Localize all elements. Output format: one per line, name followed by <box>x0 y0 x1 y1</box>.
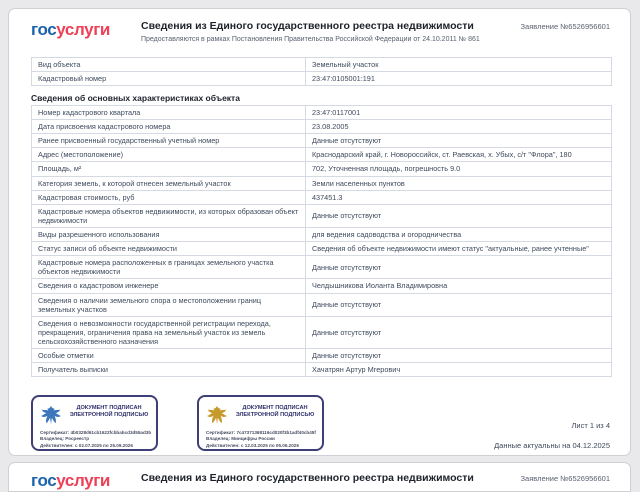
table-row <box>32 148 612 162</box>
table-row <box>32 58 612 72</box>
stamp-owner: Владелец: Минцифры России <box>206 436 275 442</box>
row-value: Данные отсутствуют <box>306 204 612 227</box>
table-row <box>32 120 612 134</box>
table-row <box>32 176 612 190</box>
page-subtitle: Предоставляются в рамках Постановления Правительства Российской Федерации от 24.10.2011 № 861 <box>141 36 480 43</box>
table-row <box>32 349 612 363</box>
table-row <box>32 227 612 241</box>
row-value: 23:47:0117001 <box>306 106 612 120</box>
row-label: Ранее присвоенный государственный учетный номер <box>32 134 306 148</box>
row-label: Сведения о наличии земельного спора о местоположении границ земельных участков <box>32 293 306 316</box>
logo-part-blue: гос <box>31 20 57 39</box>
stamp-validity: Действителен: с 02.07.2025 по 25.09.2026 <box>40 442 133 448</box>
stamp-owner: Владелец: Росреестр <box>40 436 90 442</box>
stamp-certificate: Сертификат: 4b0328d61cb1622fcbbabcd3d55ad3b <box>40 430 152 435</box>
row-label: Сведения о невозможности государственной регистрации перехода, прекращения, ограничения права на земельный участок из земель сельскохозяйственного назначения <box>32 316 306 348</box>
object-details-table <box>31 105 612 377</box>
signature-stamp-rosreestr <box>31 395 158 451</box>
table-row <box>32 106 612 120</box>
gosuslugi-logo <box>31 471 110 491</box>
document-page-1 <box>8 8 631 456</box>
row-value: Краснодарский край, г. Новороссийск, ст. Раевская, х. Убых, с/т "Флора", 180 <box>306 148 612 162</box>
table-row <box>32 204 612 227</box>
row-label: Номер кадастрового квартала <box>32 106 306 120</box>
stamp-title: ДОКУМЕНТ ПОДПИСАН ЭЛЕКТРОННОЙ ПОДПИСЬЮ <box>69 405 149 419</box>
row-value: 23.08.2005 <box>306 120 612 134</box>
row-value: Земли населенных пунктов <box>306 176 612 190</box>
application-number: Заявление №6526956601 <box>520 22 610 31</box>
table-row <box>32 363 612 377</box>
row-label: Кадастровая стоимость, руб <box>32 190 306 204</box>
gosuslugi-logo <box>31 20 110 40</box>
row-value: Земельный участок <box>306 58 612 72</box>
logo-part-red: услуги <box>56 471 110 490</box>
table-row <box>32 162 612 176</box>
row-value: Данные отсутствуют <box>306 256 612 279</box>
table-row <box>32 256 612 279</box>
row-value: Данные отсутствуют <box>306 316 612 348</box>
application-number: Заявление №6526956601 <box>520 474 610 483</box>
row-value: 437451.3 <box>306 190 612 204</box>
table-row <box>32 242 612 256</box>
stamp-title: ДОКУМЕНТ ПОДПИСАН ЭЛЕКТРОННОЙ ПОДПИСЬЮ <box>235 405 315 419</box>
row-label: Площадь, м² <box>32 162 306 176</box>
stamp-details <box>40 430 151 449</box>
row-label: Статус записи об объекте недвижимости <box>32 242 306 256</box>
row-value: для ведения садоводства и огородничества <box>306 227 612 241</box>
row-value: 23:47:0105001:191 <box>306 72 612 86</box>
page-title: Сведения из Единого государственного реестра недвижимости <box>141 472 474 484</box>
row-value: Данные отсутствуют <box>306 349 612 363</box>
row-label: Дата присвоения кадастрового номера <box>32 120 306 134</box>
rosreestr-eagle-icon <box>40 404 62 426</box>
row-label: Получатель выписки <box>32 363 306 377</box>
logo-part-red: услуги <box>56 20 110 39</box>
section-title: Сведения об основных характеристиках объекта <box>31 93 240 103</box>
row-label: Категория земель, к которой отнесен земельный участок <box>32 176 306 190</box>
logo-part-blue: гос <box>31 471 57 490</box>
row-label: Адрес (местоположение) <box>32 148 306 162</box>
object-info-table <box>31 57 612 86</box>
row-label: Кадастровые номера объектов недвижимости, из которых образован объект недвижимости <box>32 204 306 227</box>
page-title: Сведения из Единого государственного реестра недвижимости <box>141 20 474 32</box>
row-value: Челдышникова Иоланта Владимировна <box>306 279 612 293</box>
row-value: Данные отсутствуют <box>306 293 612 316</box>
sheet-number: Лист 1 из 4 <box>571 421 610 430</box>
signature-stamp-mincifry <box>197 395 324 451</box>
data-actual-date: Данные актуальны на 04.12.2025 <box>494 441 610 450</box>
table-row <box>32 293 612 316</box>
row-label: Сведения о кадастровом инженере <box>32 279 306 293</box>
row-value: Хачатрян Артур Мгерович <box>306 363 612 377</box>
row-label: Виды разрешенного использования <box>32 227 306 241</box>
stamp-certificate: Сертификат: 7c47371368116cd020f3b1adf40cb45f <box>206 430 316 435</box>
document-page-2 <box>8 462 631 492</box>
row-label: Особые отметки <box>32 349 306 363</box>
russia-eagle-icon <box>206 404 228 426</box>
stamp-details <box>206 430 316 449</box>
row-value: 702, Уточненная площадь, погрешность 9.0 <box>306 162 612 176</box>
table-row <box>32 72 612 86</box>
row-label: Вид объекта <box>32 58 306 72</box>
row-value: Сведения об объекте недвижимости имеют статус "актуальные, ранее учтенные" <box>306 242 612 256</box>
row-label: Кадастровые номера расположенных в границах земельного участка объектов недвижимости <box>32 256 306 279</box>
table-row <box>32 134 612 148</box>
table-row <box>32 279 612 293</box>
row-label: Кадастровый номер <box>32 72 306 86</box>
table-row <box>32 190 612 204</box>
row-value: Данные отсутствуют <box>306 134 612 148</box>
stamp-validity: Действителен: с 12.03.2025 по 05.06.2026 <box>206 442 299 448</box>
table-row <box>32 316 612 348</box>
